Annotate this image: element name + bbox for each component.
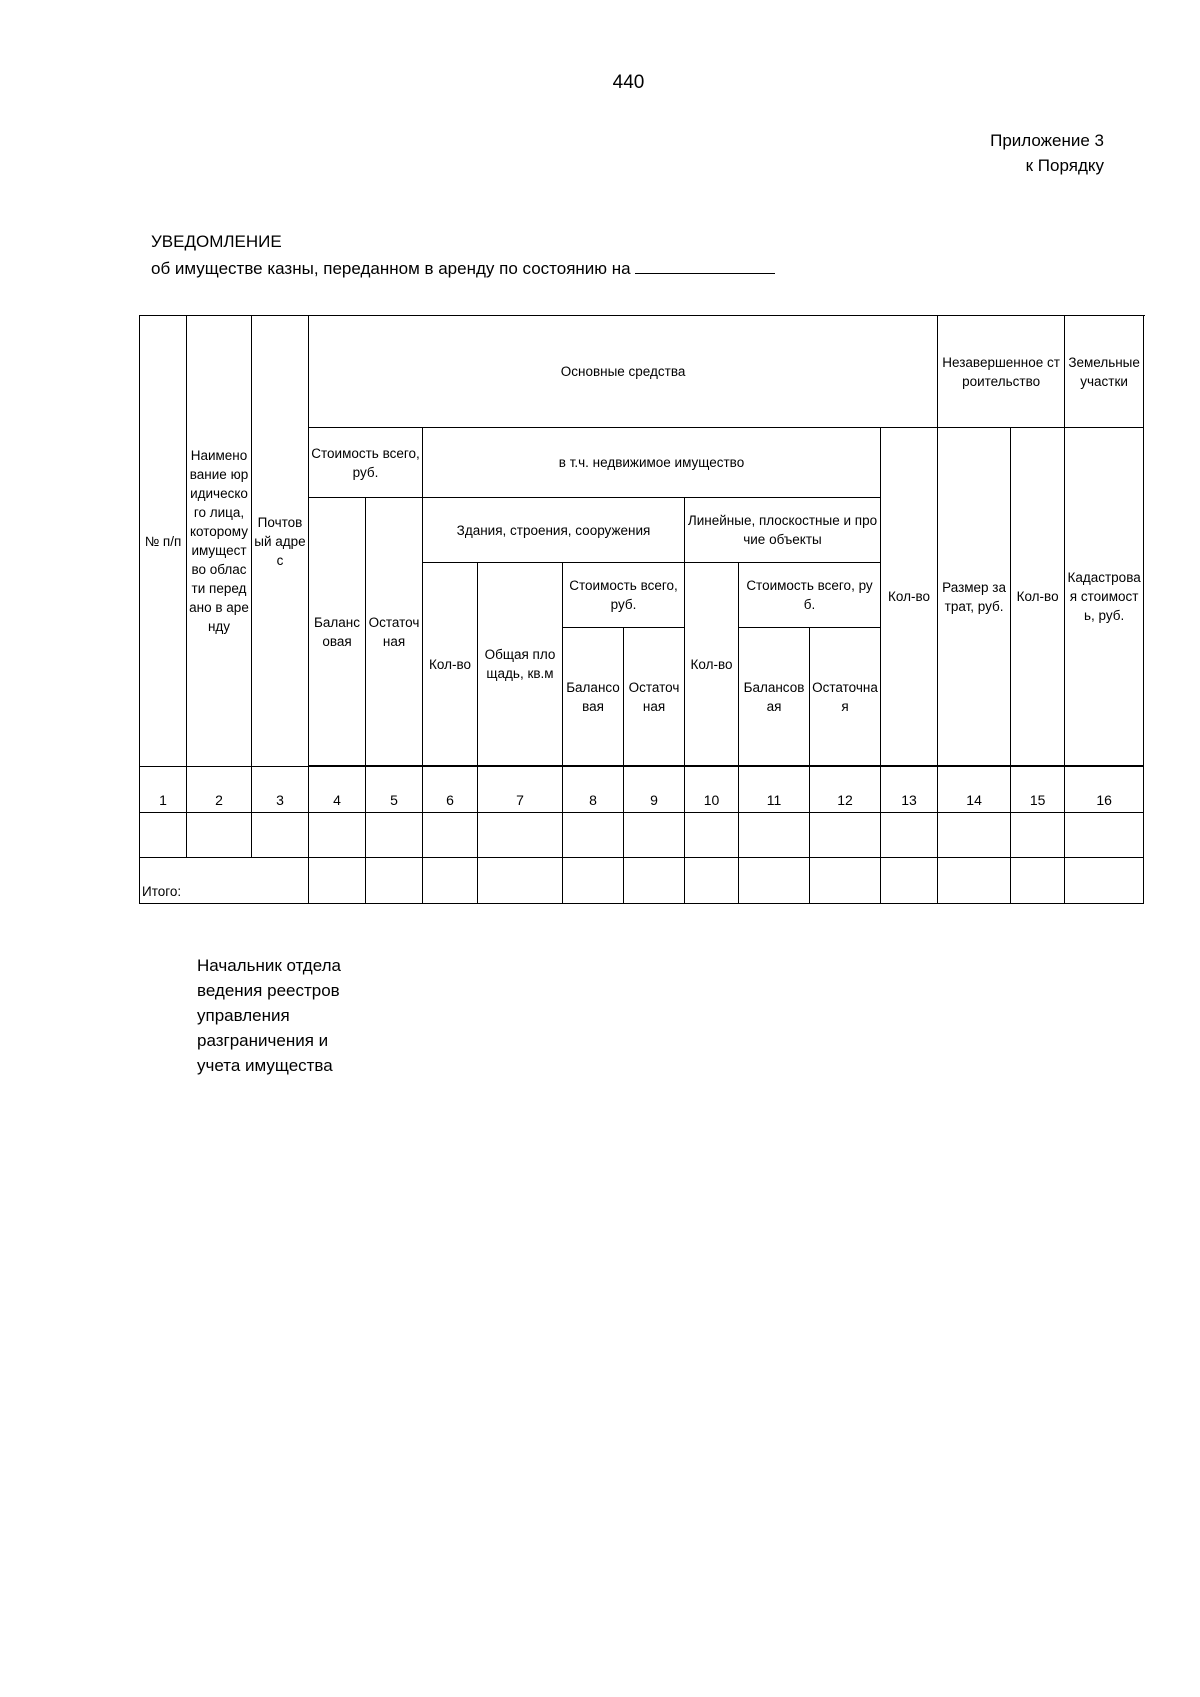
total-label: Итого: xyxy=(140,858,309,904)
table-row-empty xyxy=(140,813,1144,858)
signature-line: Начальник отдела xyxy=(197,956,341,975)
header-land-plots: Земельные участки xyxy=(1065,316,1144,428)
col-number: 11 xyxy=(739,767,810,813)
table-cell xyxy=(685,858,739,904)
signature-line: ведения реестров xyxy=(197,981,340,1000)
header-linear-cost-total: Стоимость всего, руб. xyxy=(739,563,881,628)
header-qty-unfinished: Кол-во xyxy=(881,428,938,766)
header-qty-linear: Кол-во xyxy=(685,563,739,766)
table-cell xyxy=(366,813,423,858)
col-number: 16 xyxy=(1065,767,1144,813)
table-cell xyxy=(1011,858,1065,904)
table-cell xyxy=(187,813,252,858)
table-cell xyxy=(810,813,881,858)
header-qty-buildings: Кол-во xyxy=(423,563,478,766)
total-row xyxy=(140,858,1144,904)
header-linear-objects: Линейные, плоскостные и прочие объекты xyxy=(685,498,881,563)
table-cell xyxy=(140,813,187,858)
signature-block xyxy=(197,953,341,1078)
col-number: 3 xyxy=(252,767,309,813)
header-residual-value: Остаточная xyxy=(366,498,423,766)
table-cell xyxy=(1011,813,1065,858)
table-cell xyxy=(810,858,881,904)
table-cell xyxy=(478,813,563,858)
appendix-line-1: Приложение 3 xyxy=(990,131,1104,150)
table-cell xyxy=(563,858,624,904)
table-cell xyxy=(739,813,810,858)
table-cell xyxy=(624,813,685,858)
date-blank-line xyxy=(635,255,775,274)
header-buildings-residual: Остаточная xyxy=(624,628,685,766)
col-number: 15 xyxy=(1011,767,1065,813)
table-cell xyxy=(1065,813,1144,858)
table-cell xyxy=(881,858,938,904)
header-linear-residual: Остаточная xyxy=(810,628,881,766)
header-cadastral-value: Кадастровая стоимость, руб. xyxy=(1065,428,1144,766)
table-cell xyxy=(881,813,938,858)
signature-line: разграничения и xyxy=(197,1031,329,1050)
signature-line: учета имущества xyxy=(197,1056,333,1075)
header-postal-address: Почтовый адрес xyxy=(252,316,309,767)
table-cell xyxy=(309,813,366,858)
title-subtitle: об имуществе казны, переданном в аренду по состоянию на xyxy=(151,259,631,278)
title-heading: УВЕДОМЛЕНИЕ xyxy=(151,232,282,251)
table-cell xyxy=(252,813,309,858)
table-cell xyxy=(938,858,1011,904)
col-number: 6 xyxy=(423,767,478,813)
col-number: 2 xyxy=(187,767,252,813)
table-cell xyxy=(739,858,810,904)
table-cell xyxy=(423,858,478,904)
col-number: 13 xyxy=(881,767,938,813)
table-cell xyxy=(624,858,685,904)
header-num: № п/п xyxy=(140,316,187,767)
header-buildings-cost-total: Стоимость всего, руб. xyxy=(563,563,685,628)
header-unfinished-construction: Незавершенное строительство xyxy=(938,316,1065,428)
table-cell xyxy=(309,858,366,904)
header-realty: в т.ч. недвижимое имущество xyxy=(423,428,881,498)
appendix-note xyxy=(990,128,1104,178)
col-number: 4 xyxy=(309,767,366,813)
table-cell xyxy=(563,813,624,858)
header-total-area: Общая площадь, кв.м xyxy=(478,563,563,766)
header-buildings: Здания, строения, сооружения xyxy=(423,498,685,563)
table-cell xyxy=(478,858,563,904)
header-cost-total: Стоимость всего, руб. xyxy=(309,428,423,498)
header-linear-balance: Балансовая xyxy=(739,628,810,766)
table-cell xyxy=(685,813,739,858)
signature-line: управления xyxy=(197,1006,290,1025)
header-row-1 xyxy=(140,316,1144,428)
col-number: 14 xyxy=(938,767,1011,813)
col-number: 10 xyxy=(685,767,739,813)
col-number: 9 xyxy=(624,767,685,813)
header-tenant-name: Наименование юридического лица, которому имущество области передано в аренду xyxy=(187,316,252,767)
col-number: 12 xyxy=(810,767,881,813)
appendix-line-2: к Порядку xyxy=(1025,156,1104,175)
header-costs-size: Размер затрат, руб. xyxy=(938,428,1011,766)
notification-table xyxy=(139,315,1144,904)
col-number: 8 xyxy=(563,767,624,813)
page-number: 440 xyxy=(612,72,645,93)
header-qty-land: Кол-во xyxy=(1011,428,1065,766)
column-number-row xyxy=(140,767,1144,813)
col-number: 1 xyxy=(140,767,187,813)
header-balance-value: Балансовая xyxy=(309,498,366,766)
title-subtitle-row xyxy=(151,255,775,282)
table-cell xyxy=(938,813,1011,858)
header-buildings-balance: Балансовая xyxy=(563,628,624,766)
col-number: 5 xyxy=(366,767,423,813)
col-number: 7 xyxy=(478,767,563,813)
table-cell xyxy=(366,858,423,904)
table-cell xyxy=(1065,858,1144,904)
header-fixed-assets: Основные средства xyxy=(309,316,938,428)
table-cell xyxy=(423,813,478,858)
document-title xyxy=(151,228,775,282)
